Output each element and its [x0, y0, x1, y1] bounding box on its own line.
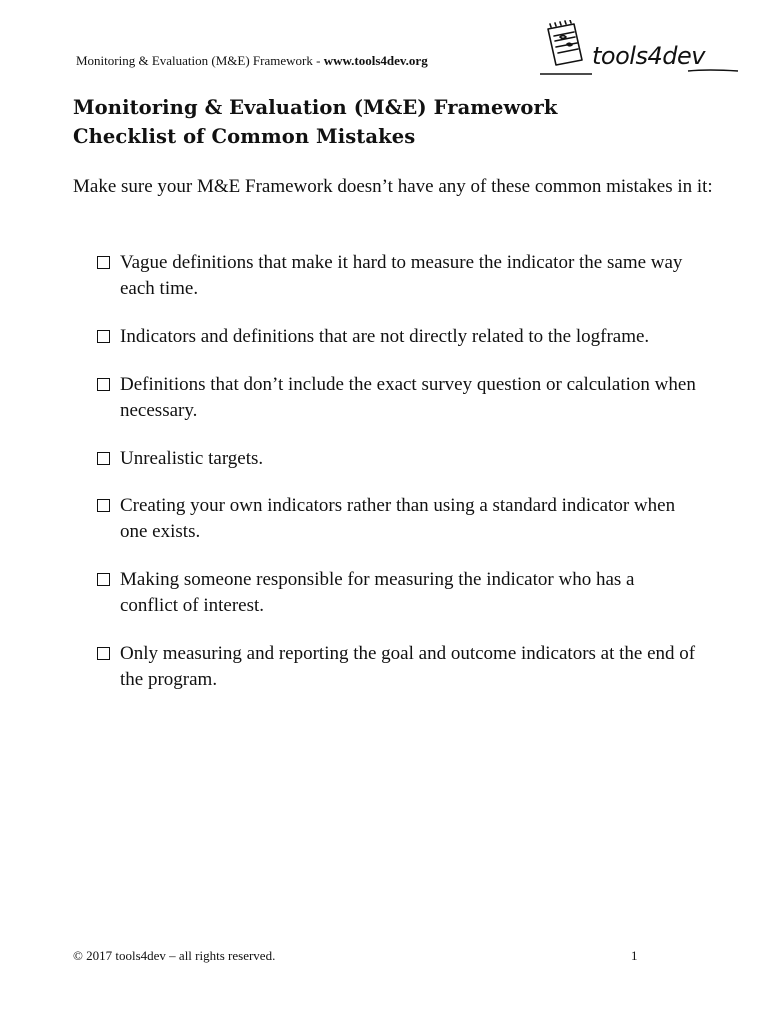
- title-line-2: Checklist of Common Mistakes: [73, 125, 416, 148]
- footer-copyright: © 2017 tools4dev – all rights reserved.: [73, 948, 276, 963]
- tools4dev-logo: [540, 20, 740, 82]
- checklist-item: [97, 250, 697, 302]
- checklist-item-text: Unrealistic targets.: [120, 448, 264, 469]
- checklist-item-text: Vague definitions that make it hard to measure the indicator the same way each time.: [120, 252, 683, 299]
- checklist-item-text: Creating your own indicators rather than using a standard indicator when one exists.: [120, 495, 676, 542]
- header-doc-title: Monitoring & Evaluation (M&E) Framework -: [76, 53, 324, 68]
- checkbox-icon[interactable]: [97, 573, 110, 586]
- checkbox-icon[interactable]: [97, 330, 110, 343]
- logo-wordmark: tools4dev: [592, 42, 705, 70]
- checklist-item: [97, 324, 697, 350]
- checklist-item-text: Definitions that don’t include the exact survey question or calculation when necessary.: [120, 374, 696, 421]
- checklist-item: [97, 372, 697, 424]
- page-number: 1: [631, 948, 638, 963]
- header-url[interactable]: www.tools4dev.org: [323, 53, 428, 68]
- checkbox-icon[interactable]: [97, 256, 110, 269]
- running-header: [76, 53, 428, 69]
- checklist-item-text: Making someone responsible for measuring the indicator who has a conflict of interest.: [120, 569, 635, 616]
- checkbox-icon[interactable]: [97, 647, 110, 660]
- checklist-item: [97, 446, 697, 472]
- checklist-item-text: Indicators and definitions that are not directly related to the logframe.: [120, 326, 650, 347]
- page-title: [73, 93, 558, 151]
- intro-paragraph: Make sure your M&E Framework doesn’t have any of these common mistakes in it:: [73, 176, 713, 197]
- checklist-item: [97, 493, 697, 545]
- checklist-item: [97, 567, 697, 619]
- checkbox-icon[interactable]: [97, 499, 110, 512]
- mistakes-checklist: [97, 250, 697, 715]
- checkbox-icon[interactable]: [97, 452, 110, 465]
- checklist-item-text: Only measuring and reporting the goal and outcome indicators at the end of the program.: [120, 643, 696, 690]
- checklist-item: [97, 641, 697, 693]
- checkbox-icon[interactable]: [97, 378, 110, 391]
- title-line-1: Monitoring & Evaluation (M&E) Framework: [73, 96, 558, 119]
